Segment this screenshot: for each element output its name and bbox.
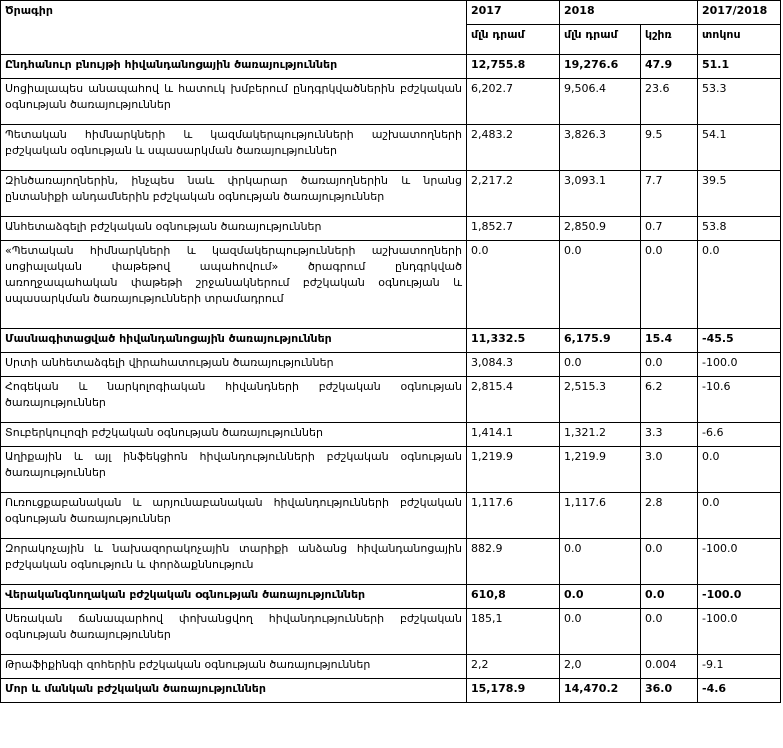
row-name: Սոցիալապես անապահով և հատուկ խմբերում ընդգրկվածներին բժշկական օգնության ծառայություններ	[1, 79, 467, 125]
row-share: 0.0	[641, 353, 698, 377]
row-name: Ուռուցքաբանական և արյունաբանական հիվանդությունների բժշկական օգնության ծառայություններ	[1, 493, 467, 539]
table-row	[1, 609, 781, 655]
row-value-2017: 185,1	[467, 609, 560, 655]
row-share: 6.2	[641, 377, 698, 423]
row-share: 0.004	[641, 655, 698, 679]
row-value-2018: 0.0	[560, 241, 641, 329]
row-share: 0.7	[641, 217, 698, 241]
row-name: Մասնագիտացված հիվանդանոցային ծառայություններ	[1, 329, 467, 353]
header-2017: 2017	[467, 1, 560, 25]
row-ratio: 0.0	[698, 493, 781, 539]
table-row	[1, 171, 781, 217]
row-share: 2.8	[641, 493, 698, 539]
table-row	[1, 493, 781, 539]
table-body	[1, 1, 781, 703]
table-row	[1, 217, 781, 241]
row-value-2018: 2,0	[560, 655, 641, 679]
unit-2017: մլն դրամ	[467, 25, 560, 55]
row-name: Զինծառայողներին, ինչպես նաև փրկարար ծառայողներին և նրանց ընտանիքի անդամներին բժշկական օգնության ծառայություններ	[1, 171, 467, 217]
row-ratio: -9.1	[698, 655, 781, 679]
row-value-2017: 6,202.7	[467, 79, 560, 125]
row-ratio: 51.1	[698, 55, 781, 79]
row-share: 3.0	[641, 447, 698, 493]
row-ratio: -100.0	[698, 609, 781, 655]
table-row	[1, 79, 781, 125]
row-value-2018: 0.0	[560, 609, 641, 655]
table-row	[1, 377, 781, 423]
row-share: 0.0	[641, 609, 698, 655]
table-row	[1, 655, 781, 679]
header-ratio: 2017/2018	[698, 1, 781, 25]
row-value-2017: 1,414.1	[467, 423, 560, 447]
row-share: 0.0	[641, 539, 698, 585]
row-value-2018: 19,276.6	[560, 55, 641, 79]
row-value-2018: 1,117.6	[560, 493, 641, 539]
row-ratio: 0.0	[698, 447, 781, 493]
row-name: Հոգեկան և նարկոլոգիական հիվանդների բժշկական օգնության ծառայություններ	[1, 377, 467, 423]
header-2018: 2018	[560, 1, 698, 25]
row-value-2018: 0.0	[560, 353, 641, 377]
row-value-2018: 9,506.4	[560, 79, 641, 125]
table-row	[1, 447, 781, 493]
row-value-2017: 882.9	[467, 539, 560, 585]
row-value-2018: 1,321.2	[560, 423, 641, 447]
table-row	[1, 353, 781, 377]
row-share: 0.0	[641, 585, 698, 609]
row-value-2017: 2,815.4	[467, 377, 560, 423]
row-name: Զորակոչային և նախազորակոչային տարիքի անձանց հիվանդանոցային բժշկական օգնություն և փորձաքննություն	[1, 539, 467, 585]
row-name: Թրաֆիքինգի զոհերին բժշկական օգնության ծառայություններ	[1, 655, 467, 679]
table-row	[1, 585, 781, 609]
unit-share: կշիռ	[641, 25, 698, 55]
unit-ratio: տոկոս	[698, 25, 781, 55]
row-name: Սրտի անհետաձգելի վիրահատության ծառայություններ	[1, 353, 467, 377]
row-value-2017: 3,084.3	[467, 353, 560, 377]
row-value-2018: 2,515.3	[560, 377, 641, 423]
row-value-2017: 2,2	[467, 655, 560, 679]
row-name: Սեռական ճանապարհով փոխանցվող հիվանդությունների բժշկական օգնության ծառայություններ	[1, 609, 467, 655]
row-value-2018: 0.0	[560, 539, 641, 585]
row-name: Պետական հիմնարկների և կազմակերպությունների աշխատողների բժշկական օգնության և սպասարկման ծառայություններ	[1, 125, 467, 171]
row-share: 15.4	[641, 329, 698, 353]
row-share: 36.0	[641, 679, 698, 703]
unit-2018: մլն դրամ	[560, 25, 641, 55]
row-ratio: -100.0	[698, 585, 781, 609]
row-ratio: -100.0	[698, 539, 781, 585]
row-ratio: 0.0	[698, 241, 781, 329]
row-value-2018: 0.0	[560, 585, 641, 609]
row-ratio: 53.8	[698, 217, 781, 241]
row-share: 47.9	[641, 55, 698, 79]
row-value-2017: 2,483.2	[467, 125, 560, 171]
header-program: Ծրագիր	[1, 1, 467, 55]
table-row	[1, 55, 781, 79]
row-value-2017: 15,178.9	[467, 679, 560, 703]
row-ratio: 39.5	[698, 171, 781, 217]
row-name: Վերականգնողական բժշկական օգնության ծառայություններ	[1, 585, 467, 609]
row-value-2017: 1,219.9	[467, 447, 560, 493]
row-ratio: 54.1	[698, 125, 781, 171]
table-row	[1, 679, 781, 703]
row-name: Ընդհանուր բնույթի հիվանդանոցային ծառայություններ	[1, 55, 467, 79]
row-value-2017: 0.0	[467, 241, 560, 329]
table-row	[1, 241, 781, 329]
row-value-2017: 610,8	[467, 585, 560, 609]
table-row	[1, 329, 781, 353]
row-value-2017: 1,852.7	[467, 217, 560, 241]
row-ratio: -45.5	[698, 329, 781, 353]
row-ratio: -10.6	[698, 377, 781, 423]
header-row-years	[1, 1, 781, 25]
row-name: Աղիքային և այլ ինֆեկցիոն հիվանդությունների բժշկական օգնության ծառայություններ	[1, 447, 467, 493]
row-ratio: -4.6	[698, 679, 781, 703]
row-share: 0.0	[641, 241, 698, 329]
row-value-2017: 12,755.8	[467, 55, 560, 79]
table-row	[1, 125, 781, 171]
row-share: 23.6	[641, 79, 698, 125]
row-name: Տուբերկուլոզի բժշկական օգնության ծառայություններ	[1, 423, 467, 447]
row-value-2017: 2,217.2	[467, 171, 560, 217]
row-value-2018: 3,826.3	[560, 125, 641, 171]
row-value-2018: 6,175.9	[560, 329, 641, 353]
row-value-2017: 11,332.5	[467, 329, 560, 353]
table-row	[1, 423, 781, 447]
row-name: Մոր և մանկան բժշկական ծառայություններ	[1, 679, 467, 703]
table-row	[1, 539, 781, 585]
row-value-2018: 1,219.9	[560, 447, 641, 493]
row-value-2018: 3,093.1	[560, 171, 641, 217]
row-ratio: -6.6	[698, 423, 781, 447]
row-value-2018: 14,470.2	[560, 679, 641, 703]
row-name: «Պետական հիմնարկների և կազմակերպությունների աշխատողների սոցիալական փաթեթով ապահովում» ծրագրում ընդգրկված առողջապահական փաթեթի շրջանակներում բժշկական օգնության և սպասարկման ծառայությունների տրամադրում	[1, 241, 467, 329]
row-ratio: -100.0	[698, 353, 781, 377]
row-share: 7.7	[641, 171, 698, 217]
row-value-2018: 2,850.9	[560, 217, 641, 241]
row-share: 9.5	[641, 125, 698, 171]
row-ratio: 53.3	[698, 79, 781, 125]
row-name: Անհետաձգելի բժշկական օգնության ծառայություններ	[1, 217, 467, 241]
row-value-2017: 1,117.6	[467, 493, 560, 539]
row-share: 3.3	[641, 423, 698, 447]
